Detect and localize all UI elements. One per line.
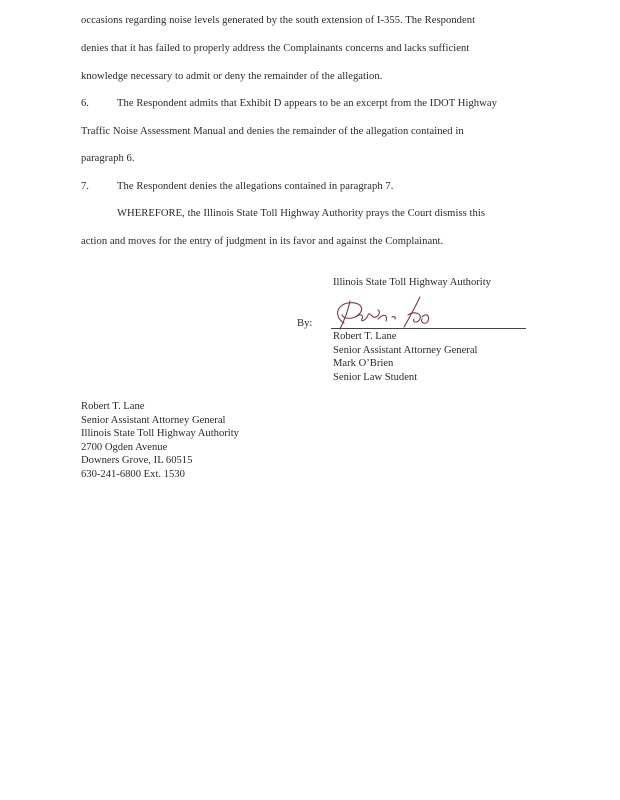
signer-name: Robert T. Lane <box>333 331 397 342</box>
second-name: Mark O’Brien <box>333 358 394 370</box>
address-line: Senior Assistant Attorney General <box>81 414 226 426</box>
second-title: Senior Law Student <box>333 371 418 383</box>
address-block <box>81 400 239 482</box>
signature-line <box>331 328 526 329</box>
para7-number: 7. <box>81 181 89 192</box>
wherefore-line-1: WHEREFORE, the Illinois State Toll Highway Authority prays the Court dismiss this <box>117 208 485 219</box>
signer-title: Senior Assistant Attorney General <box>333 344 478 356</box>
para6-line-2: Traffic Noise Assessment Manual and denies the remainder of the allegation contained in <box>81 126 464 137</box>
para6-number: 6. <box>81 98 89 109</box>
para5-line-1: occasions regarding noise levels generated by the south extension of I-355. The Respondent <box>81 15 476 26</box>
signer-details <box>333 330 477 384</box>
para6-line-3: paragraph 6. <box>81 153 135 164</box>
signature-organization: Illinois State Toll Highway Authority <box>333 277 491 288</box>
address-line: Robert T. Lane <box>81 401 145 412</box>
by-label: By: <box>297 318 313 329</box>
para6-line-1: The Respondent admits that Exhibit D appears to be an excerpt from the IDOT Highway <box>117 98 497 109</box>
address-line: 2700 Ogden Avenue <box>81 441 168 453</box>
wherefore-line-2: action and moves for the entry of judgment in its favor and against the Complainant. <box>81 236 444 247</box>
para7-text: The Respondent denies the allegations contained in paragraph 7. <box>117 181 394 192</box>
address-line: Illinois State Toll Highway Authority <box>81 428 239 440</box>
para5-line-3: knowledge necessary to admit or deny the remainder of the allegation. <box>81 71 383 82</box>
address-line: 630-241-6800 Ext. 1530 <box>81 468 185 480</box>
para5-line-2: denies that it has failed to properly address the Complainants concerns and lacks sufficient <box>81 43 470 54</box>
address-line: Downers Grove, IL 60515 <box>81 455 193 467</box>
